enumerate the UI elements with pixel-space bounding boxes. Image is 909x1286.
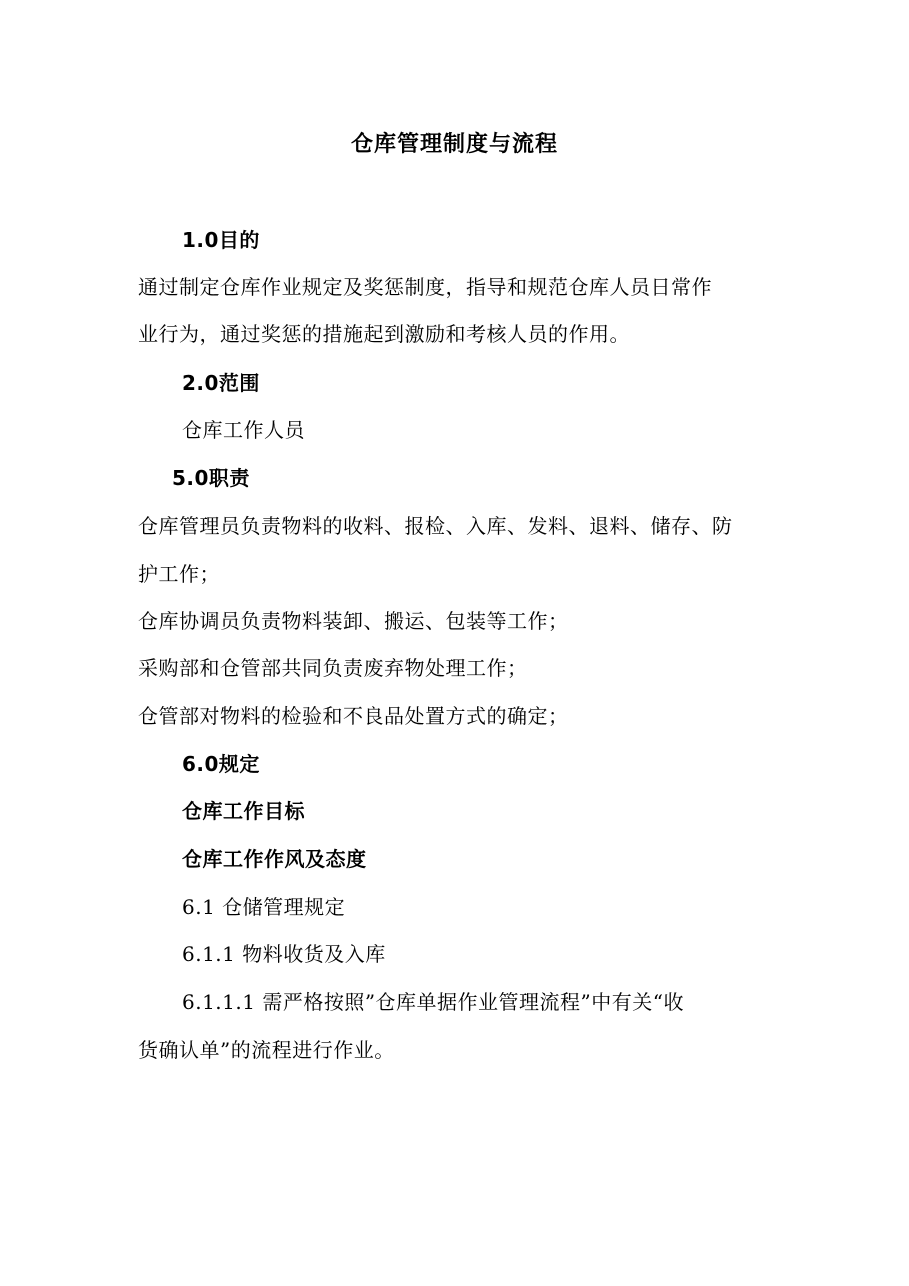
responsibility-line-2: 护工作； xyxy=(138,562,220,586)
purpose-paragraph-line-2: 业行为，通过奖惩的措施起到激励和考核人员的作用。 xyxy=(138,322,630,346)
responsibility-line-1: 仓库管理员负责物料的收料、报检、入库、发料、退料、储存、防 xyxy=(138,514,733,538)
section-heading-scope: 2.0范围 xyxy=(182,371,260,395)
clause-6-1-1: 6.1.1 物料收货及入库 xyxy=(182,942,386,966)
section-heading-purpose: 1.0目的 xyxy=(182,228,260,252)
subheading-work-attitude: 仓库工作作风及态度 xyxy=(182,847,367,871)
clause-6-1-1-1-line-1: 6.1.1.1 需严格按照”仓库单据作业管理流程”中有关“收 xyxy=(182,990,685,1014)
clause-6-1-1-1-line-2: 货确认单”的流程进行作业。 xyxy=(138,1038,395,1062)
document-title: 仓库管理制度与流程 xyxy=(350,132,558,157)
responsibility-line-4: 采购部和仓管部共同负责废弃物处理工作； xyxy=(138,656,528,680)
section-heading-rules: 6.0规定 xyxy=(182,752,260,776)
scope-text: 仓库工作人员 xyxy=(182,418,305,442)
clause-6-1: 6.1 仓储管理规定 xyxy=(182,895,346,919)
responsibility-line-5: 仓管部对物料的检验和不良品处置方式的确定； xyxy=(138,704,569,728)
subheading-work-goals: 仓库工作目标 xyxy=(182,799,305,823)
responsibility-line-3: 仓库协调员负责物料装卸、搬运、包装等工作； xyxy=(138,609,569,633)
purpose-paragraph-line-1: 通过制定仓库作业规定及奖惩制度，指导和规范仓库人员日常作 xyxy=(138,275,712,299)
section-heading-responsibilities: 5.0职责 xyxy=(172,466,250,490)
